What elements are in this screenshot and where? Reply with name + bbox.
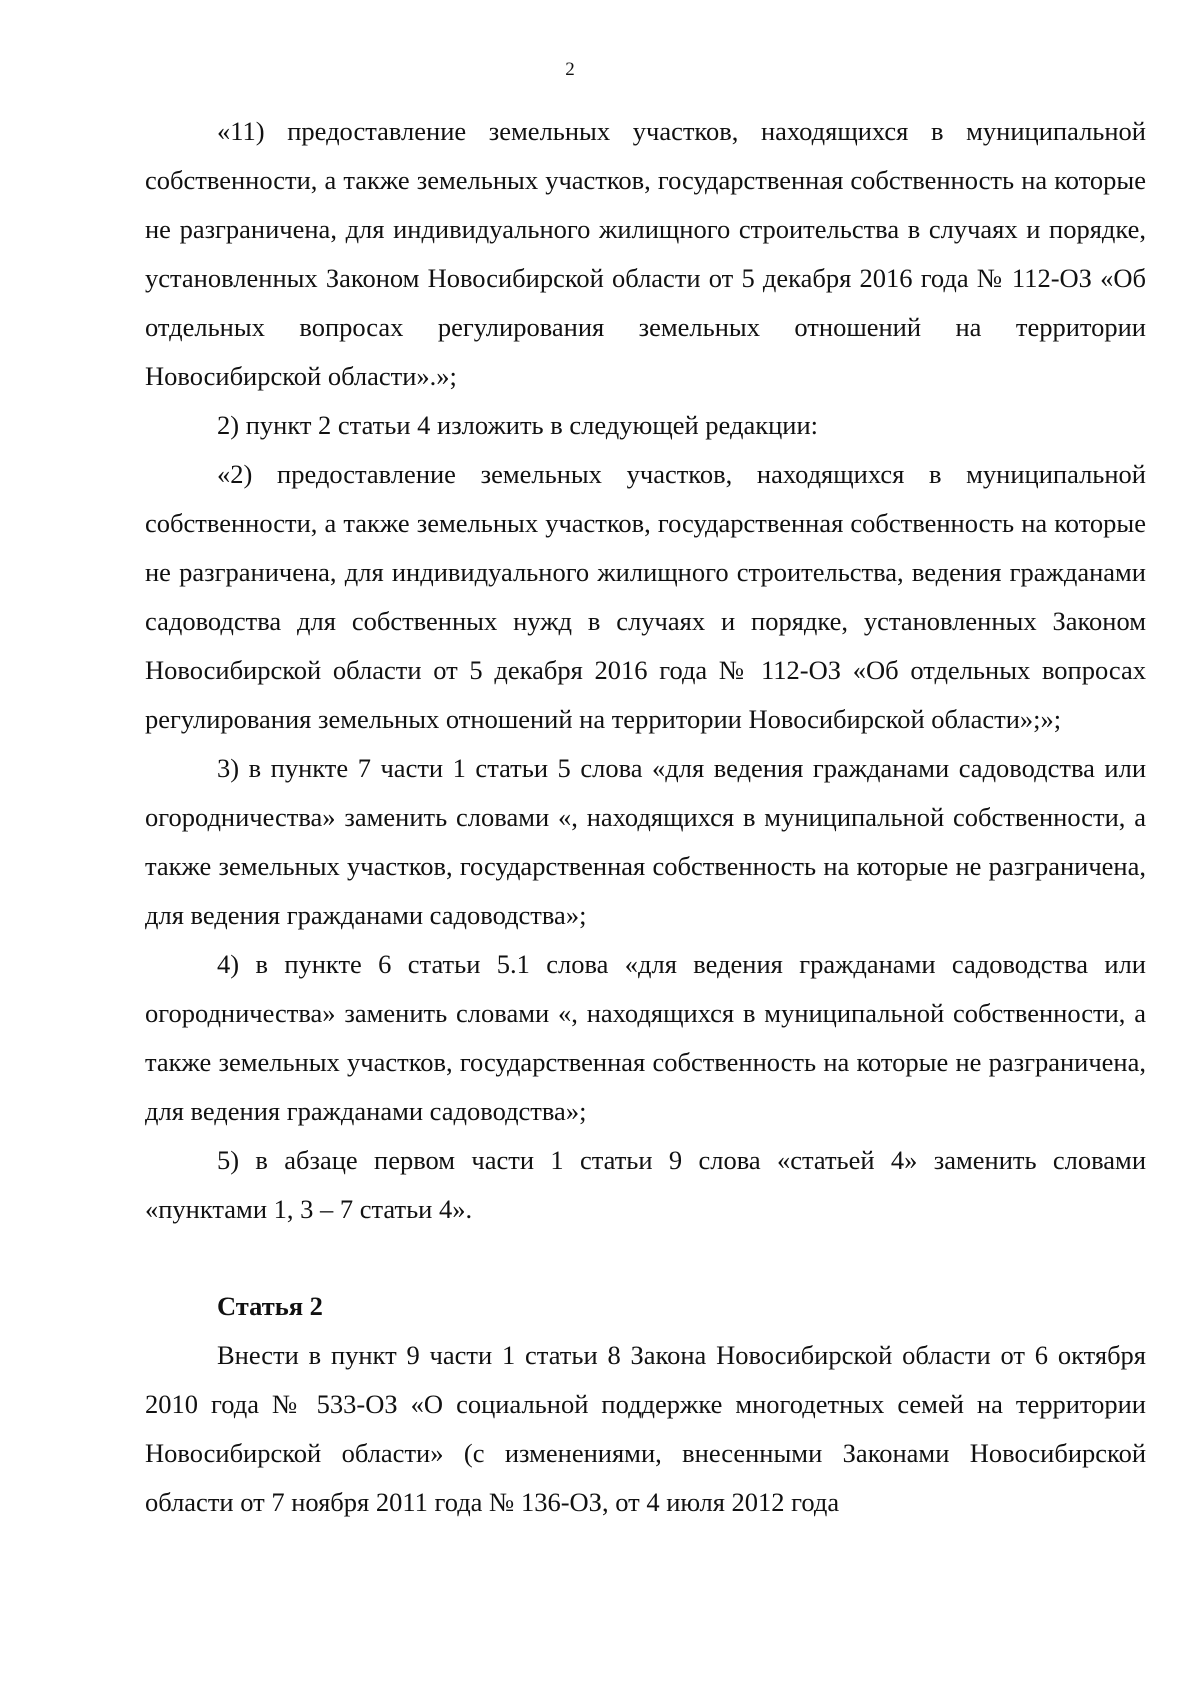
article-2-paragraph: Внести в пункт 9 части 1 статьи 8 Закона Новосибирской области от 6 октября 2010 года № 533-ОЗ «О социальной поддержке многодетных семей на территории Новосибирской области» (с изменениями, внесенными Законами Новосибирской области от 7 ноября 2011 года № 136-ОЗ, от 4 июля 2012 года (145, 1340, 1146, 1517)
paragraph-item-2-text: «2) предоставление земельных участков, находящихся в муниципальной собственности, а также земельных участков, государственная собственность на которые не разграничена, для индивидуального жилищного строительства, ведения гражданами садоводства для собственных нужд в случаях и порядке, установленных Законом Новосибирской области от 5 декабря 2016 года № 112-ОЗ «Об отдельных вопросах регулирования земельных отношений на территории Новосибирской области»;»; (145, 459, 1146, 734)
paragraph-item-2-intro: 2) пункт 2 статьи 4 изложить в следующей редакции: (217, 410, 818, 440)
article-heading: Статья 2 (217, 1291, 323, 1321)
paragraph-item-11: «11) предоставление земельных участков, находящихся в муниципальной собственности, а также земельных участков, государственная собственность на которые не разграничена, для индивидуального жилищного строительства в случаях и порядке, установленных Законом Новосибирской области от 5 декабря 2016 года № 112-ОЗ «Об отдельных вопросах регулирования земельных отношений на территории Новосибирской области».»; (145, 116, 1146, 391)
document-body (145, 107, 1146, 1527)
paragraph-item-4: 4) в пункте 6 статьи 5.1 слова «для ведения гражданами садоводства или огородничества» заменить словами «, находящихся в муниципальной собственности, а также земельных участков, государственная собственность на которые не разграничена, для ведения гражданами садоводства»; (145, 949, 1146, 1126)
page-number: 2 (565, 59, 575, 80)
paragraph-item-5: 5) в абзаце первом части 1 статьи 9 слова «статьей 4» заменить словами «пунктами 1, 3 – 7 статьи 4». (145, 1145, 1146, 1224)
paragraph-item-3: 3) в пункте 7 части 1 статьи 5 слова «для ведения гражданами садоводства или огородничества» заменить словами «, находящихся в муниципальной собственности, а также земельных участков, государственная собственность на которые не разграничена, для ведения гражданами садоводства»; (145, 753, 1146, 930)
